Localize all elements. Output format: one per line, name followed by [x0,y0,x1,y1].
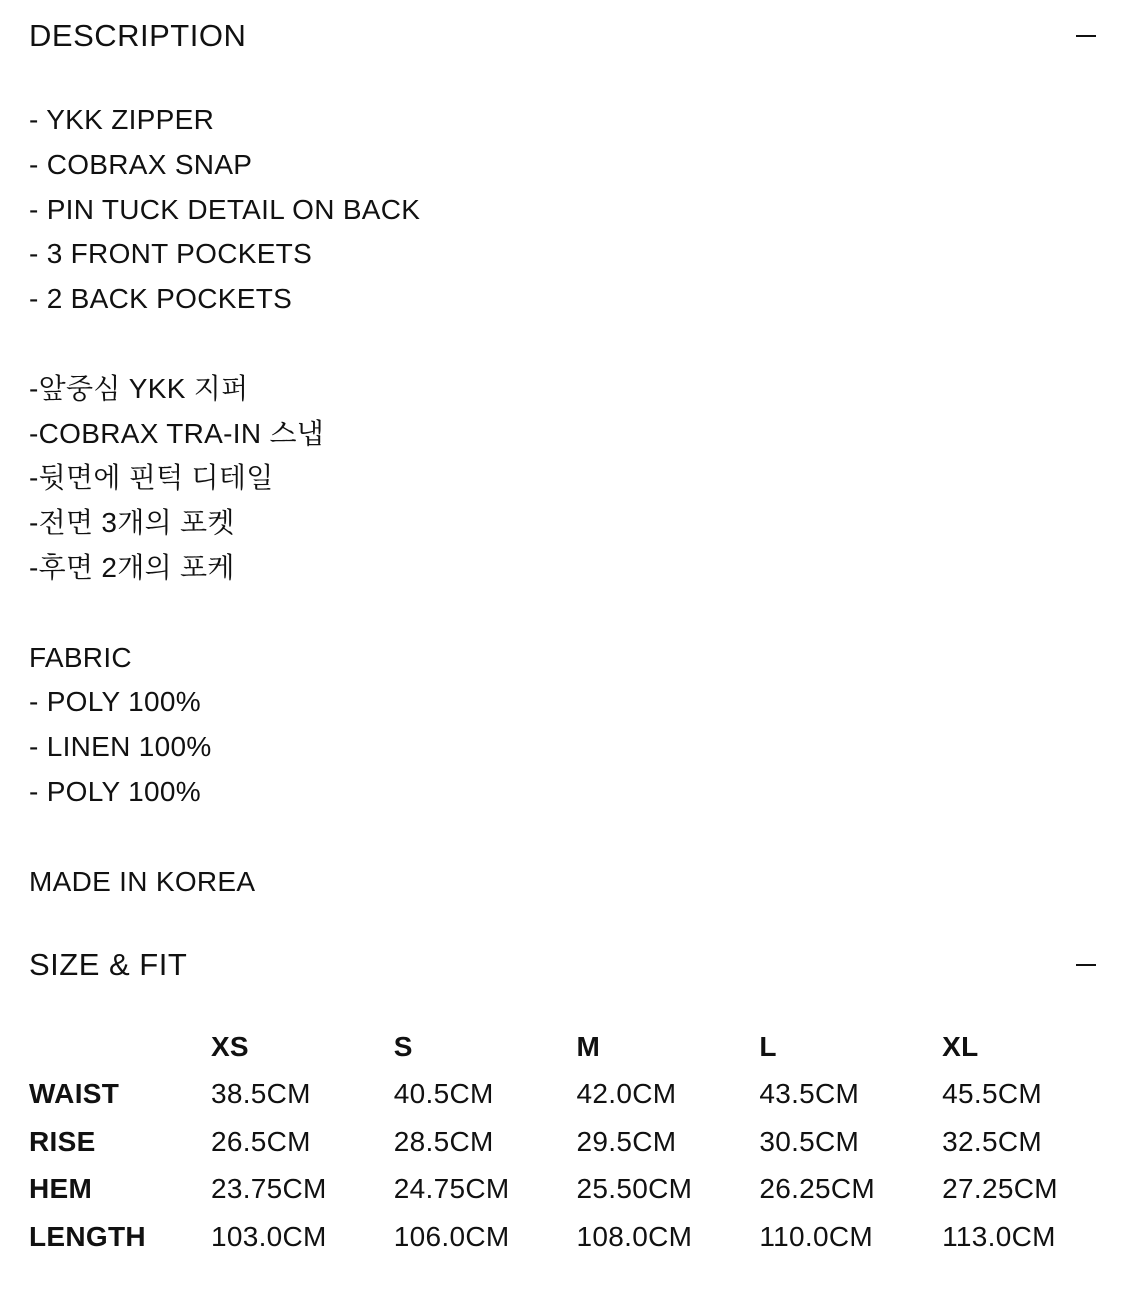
row-label: WAIST [29,1078,120,1110]
size-m: M [576,1030,601,1062]
feature-en-item: - 3 FRONT POCKETS [29,238,313,270]
description-header[interactable] [29,14,1096,58]
feature-en-item: - YKK ZIPPER [29,104,215,135]
table-cell: 32.5CM [942,1125,1042,1157]
feature-en-item: - 2 BACK POCKETS [29,283,293,315]
table-cell: 28.5CM [393,1125,494,1157]
description-body [29,98,1096,904]
feature-ko-item: -후면 2개의 포케 [29,551,235,583]
size-s: S [393,1030,413,1062]
table-cell: 40.5CM [393,1078,494,1110]
feature-ko-item: -COBRAX TRA-IN 스냅 [29,417,325,449]
row-label: LENGTH [29,1220,146,1252]
collapse-minus-icon[interactable] [1076,26,1096,46]
table-cell: 29.5CM [576,1125,677,1157]
spacer [29,815,1096,860]
table-row-length [29,1213,1125,1261]
table-cell: 103.0CM [210,1220,327,1252]
table-cell: 110.0CM [759,1220,873,1252]
size-l: L [759,1030,777,1062]
feature-en-item: - PIN TUCK DETAIL ON BACK [29,193,421,225]
origin-text: MADE IN KOREA [29,865,256,897]
feature-ko-item: -앞중심 YKK 지퍼 [29,372,249,404]
table-cell: 26.5CM [210,1125,311,1157]
table-row-hem [29,1166,1125,1214]
collapse-minus-icon[interactable] [1076,955,1096,975]
fabric-item: - POLY 100% [29,775,201,807]
size-chart-table [29,1023,1125,1261]
table-cell: 106.0CM [393,1220,510,1252]
feature-en-item: - COBRAX SNAP [29,148,253,180]
size-xl: XL [942,1030,979,1062]
feature-ko-item: -뒷면에 핀턱 디테일 [29,462,274,494]
size-fit-title: SIZE & FIT [29,947,188,982]
size-xs: XS [210,1030,249,1062]
table-cell: 24.75CM [393,1173,510,1205]
table-row-rise [29,1118,1125,1166]
table-cell: 42.0CM [576,1078,677,1110]
feature-ko-item: -전면 3개의 포켓 [29,507,235,539]
table-cell: 26.25CM [759,1173,876,1205]
table-cell: 113.0CM [942,1220,1056,1252]
table-cell: 27.25CM [942,1173,1058,1205]
table-cell: 38.5CM [210,1078,311,1110]
table-cell: 43.5CM [759,1078,860,1110]
fabric-item: - LINEN 100% [29,731,212,763]
fabric-item: - POLY 100% [29,686,201,718]
table-cell: 30.5CM [759,1125,860,1157]
table-row-waist [29,1071,1125,1119]
table-cell: 23.75CM [210,1173,327,1205]
size-header-row [29,1023,1125,1071]
empty-corner-cell [29,1023,211,1071]
table-cell: 25.50CM [576,1173,693,1205]
table-cell: 45.5CM [942,1078,1042,1110]
description-title: DESCRIPTION [29,18,247,53]
spacer [29,322,1096,367]
row-label: RISE [29,1125,96,1157]
table-cell: 108.0CM [576,1220,693,1252]
size-fit-header[interactable] [29,943,1096,987]
fabric-label: FABRIC [29,641,132,673]
spacer [29,591,1096,636]
row-label: HEM [29,1173,93,1205]
